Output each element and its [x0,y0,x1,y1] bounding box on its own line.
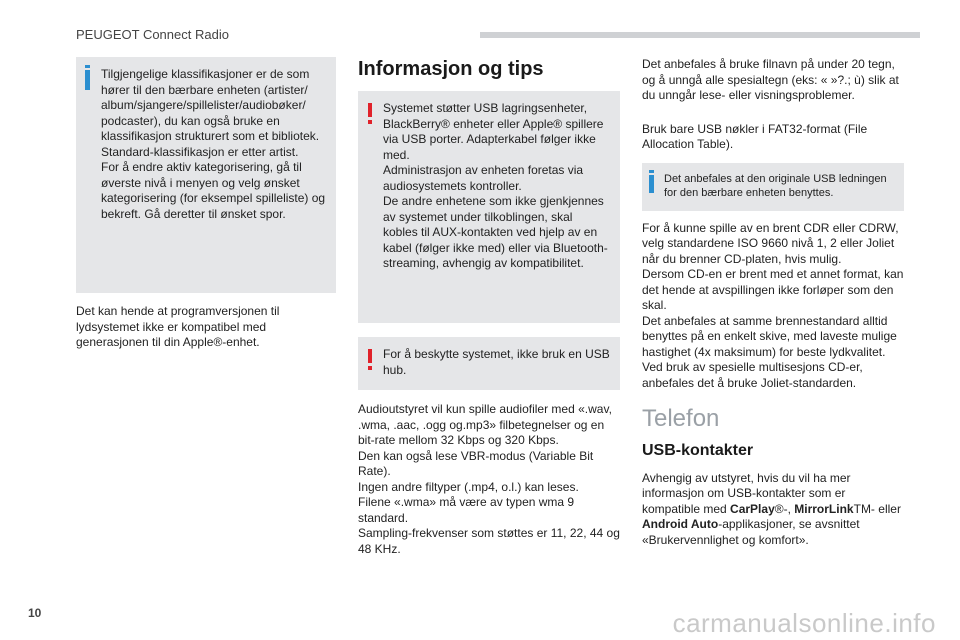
audio-para-2: Den kan også lese VBR-modus (Variable Bit Rate). [358,448,594,478]
usb-text-4: -applikasjoner, se avsnittet «Brukervennlighet og komfort». [642,517,860,547]
telefon-heading: Telefon [642,405,720,432]
info-icon-stem [649,175,654,193]
info-text-2: For å endre aktiv kategorisering, gå til øverste nivå i menyen og velg ønsket kategorisering (for eksempel spilleliste) og bekreft. Gå deretter til ønsket spor. [101,160,326,221]
warning-box-1 [358,91,620,323]
audio-para-3: Ingen andre filtyper (.mp4, o.l.) kan leses. [358,479,579,494]
column-2 [358,57,620,557]
info-box [76,57,336,293]
usb-text-1: Avhengig av utstyret, hvis du vil ha mer informasjon om USB-kontakter som er kompatible med [642,470,851,516]
audio-para-1: Audioutstyret vil kun spille audiofiler med «.wav, .wma, .aac, .ogg og.mp3» filbetegnelser og en bit-rate mellom 32 Kbps og 320 Kbps. [358,402,612,447]
filename-para: Det anbefales å bruke filnavn på under 20 tegn, og å unngå alle spesialtegn (eks: « »?.; ù) slik at du unngår lese- eller visningsproblemer. [642,57,899,102]
warning-box-2 [358,337,620,390]
warning-icon [368,349,372,363]
warning-text-2: Administrasjon av enheten foretas via audiosystemets kontroller. [383,163,584,193]
android-auto-label: Android Auto [642,517,719,531]
warning-icon-dot [368,366,372,370]
info-icon-stem [85,70,90,90]
header-bar [480,32,920,38]
cd-para-1: For å kunne spille av en brent CDR eller CDRW, velg standardene ISO 9660 nivå 1, 2 eller Joliet når du brenner CD-platen, hvis mulig. [642,220,899,266]
page-number: 10 [28,606,42,620]
warning-icon-dot [368,120,372,124]
warning-text-1: Systemet støtter USB lagringsenheter, BlackBerry® enheter eller Apple® spillere via USB porter. Adapterkabel følger ikke med. [383,101,604,162]
warning-icon [368,103,372,117]
usb-para [642,471,904,549]
watermark: carmanualsonline.info [672,608,936,638]
usb-text-2: ®-, [774,501,795,516]
info-icon [85,65,90,68]
audio-para-5: Sampling-frekvenser som støttes er 11, 22, 44 og 48 KHz. [358,526,620,556]
mirrorlink-label: MirrorLink [794,501,854,516]
section-title: Informasjon og tips [358,58,544,80]
audio-para-4: Filene «.wma» må være av typen wma 9 standard. [358,495,575,525]
column-3 [642,57,904,548]
carplay-label: CarPlay [730,501,775,516]
warning-text-hub: For å beskytte systemet, ikke bruk en USB hub. [383,347,610,377]
header-title: PEUGEOT Connect Radio [76,27,229,42]
column-1 [76,57,336,351]
cd-para-3: Det anbefales at samme brennestandard alltid benyttes på en enkelt skive, med laveste mulige hastighet (4x maksimum) for beste lydkvalitet. [642,313,897,359]
info-text-usb: Det anbefales at den originale USB ledningen for den bærbare enheten benyttes. [664,172,887,199]
info-text-1: Tilgjengelige klassifikasjoner er de som hører til den bærbare enheten (artister/ album/sjangere/spillelister/audiobøker/ podcaster), du kan også bruke en klassifikasjon strukturert som et bibliotek. Standard-klassifikasjon er etter artist. [101,67,320,159]
compat-note: Det kan hende at programversjonen til lydsystemet ikke er kompatibel med generasjonen til din Apple®-enhet. [76,304,280,349]
info-icon [649,170,654,173]
usb-text-3: TM- eller [853,501,901,516]
cd-para-2: Dersom CD-en er brent med et annet format, kan det hende at avspillingen ikke forløper som den skal. [642,267,904,312]
usb-heading: USB-kontakter [642,442,754,459]
info-box-usb [642,163,904,211]
cd-para-4: Ved bruk av spesielle multisesjons CD-er, anbefales det å bruke Joliet-standarden. [642,360,863,390]
fat32-para: Bruk bare USB nøkler i FAT32-format (File Allocation Table). [642,121,868,151]
warning-text-3: De andre enhetene som ikke gjenkjennes av systemet under tilkoblingen, skal kobles til AUX-kontakten ved hjelp av en kabel (følger ikke med) eller via Bluetooth-streaming, avhengig av kompatibilitet. [383,194,608,270]
